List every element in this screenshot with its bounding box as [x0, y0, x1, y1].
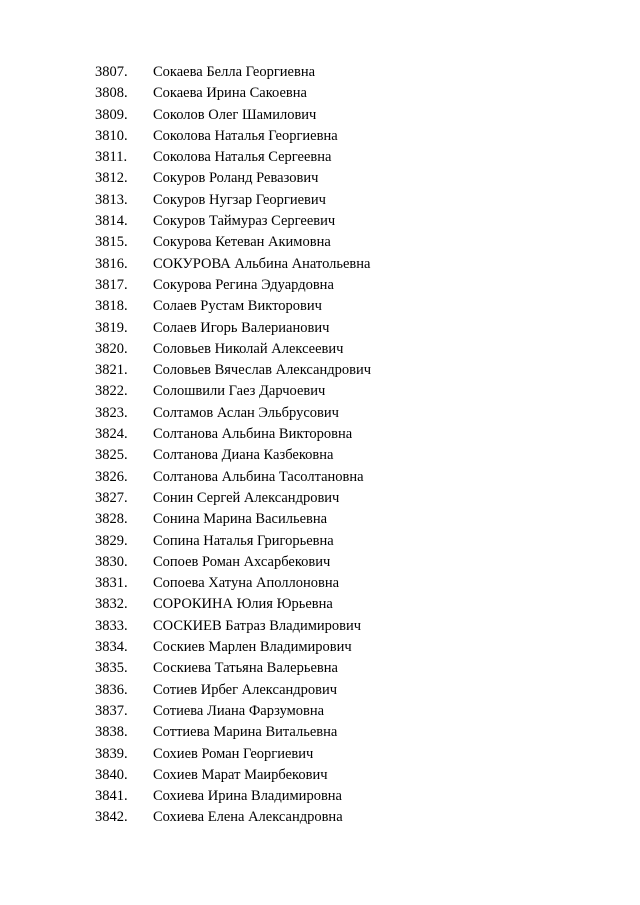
entry-number: 3818.	[95, 298, 128, 315]
list-item	[95, 232, 371, 253]
list-item	[95, 381, 371, 402]
entry-name: Сохиева Ирина Владимировна	[153, 788, 342, 805]
list-item	[95, 62, 371, 83]
entry-number: 3819.	[95, 319, 128, 336]
list-item	[95, 701, 371, 722]
list-item	[95, 658, 371, 679]
list-item	[95, 126, 371, 147]
entry-number: 3813.	[95, 191, 128, 208]
list-item	[95, 168, 371, 189]
entry-name: Сохиева Елена Александровна	[153, 809, 343, 826]
entry-number: 3832.	[95, 596, 128, 613]
list-item	[95, 105, 371, 126]
entry-name: Сокуров Таймураз Сергеевич	[153, 213, 336, 230]
list-item	[95, 807, 371, 828]
list-item	[95, 445, 371, 466]
entry-number: 3808.	[95, 85, 128, 102]
entry-name: Соттиева Марина Витальевна	[153, 724, 338, 741]
entry-name: Соскиев Марлен Владимирович	[153, 639, 352, 656]
entry-name: Сокурова Регина Эдуардовна	[153, 276, 334, 293]
entry-name: Сокурова Кетеван Акимовна	[153, 234, 331, 251]
list-item	[95, 509, 371, 530]
entry-number: 3829.	[95, 532, 128, 549]
list-item	[95, 424, 371, 445]
list-item	[95, 254, 371, 275]
list-item	[95, 786, 371, 807]
entry-name: Сопина Наталья Григорьевна	[153, 532, 334, 549]
entry-number: 3824.	[95, 426, 128, 443]
entry-number: 3834.	[95, 639, 128, 656]
entry-name: Соколов Олег Шамилович	[153, 106, 317, 123]
list-item	[95, 616, 371, 637]
list-item	[95, 488, 371, 509]
list-item	[95, 594, 371, 615]
entry-number: 3835.	[95, 660, 128, 677]
list-item	[95, 637, 371, 658]
entry-number: 3809.	[95, 106, 128, 123]
list-item	[95, 339, 371, 360]
entry-number: 3839.	[95, 745, 128, 762]
list-item	[95, 211, 371, 232]
numbered-name-list	[95, 62, 371, 829]
list-item	[95, 467, 371, 488]
entry-number: 3830.	[95, 553, 128, 570]
entry-name: СОСКИЕВ Батраз Владимирович	[153, 617, 362, 634]
list-item	[95, 680, 371, 701]
entry-number: 3825.	[95, 447, 128, 464]
entry-number: 3837.	[95, 702, 128, 719]
entry-number: 3816.	[95, 255, 128, 272]
entry-name: Сотиев Ирбег Александрович	[153, 681, 338, 698]
entry-number: 3828.	[95, 511, 128, 528]
entry-name: Соскиева Татьяна Валерьевна	[153, 660, 338, 677]
list-item	[95, 765, 371, 786]
entry-name: Сокаева Белла Георгиевна	[153, 64, 316, 80]
entry-number: 3811.	[95, 149, 128, 166]
entry-name: Солошвили Гаез Дарчоевич	[153, 383, 326, 400]
list-item	[95, 531, 371, 552]
entry-name: Солаев Игорь Валерианович	[153, 319, 330, 336]
list-item	[95, 296, 371, 317]
entry-name: Соколова Наталья Сергеевна	[153, 149, 332, 166]
list-item	[95, 403, 371, 424]
list-item	[95, 722, 371, 743]
entry-number: 3814.	[95, 213, 128, 230]
list-item	[95, 360, 371, 381]
entry-number: 3810.	[95, 127, 128, 144]
entry-name: СОКУРОВА Альбина Анатольевна	[153, 255, 371, 272]
entry-number: 3812.	[95, 170, 128, 187]
entry-name: Сокуров Нугзар Георгиевич	[153, 191, 326, 208]
entry-number: 3841.	[95, 788, 128, 805]
entry-number: 3833.	[95, 617, 128, 634]
list-item	[95, 552, 371, 573]
entry-name: Солтанова Альбина Викторовна	[153, 426, 353, 443]
list-item	[95, 190, 371, 211]
entry-name: Сопоев Роман Ахсарбекович	[153, 553, 331, 570]
list-item	[95, 83, 371, 104]
entry-number: 3836.	[95, 681, 128, 698]
entry-name: Сотиева Лиана Фарзумовна	[153, 702, 325, 719]
entry-number: 3838.	[95, 724, 128, 741]
list-item	[95, 275, 371, 296]
entry-number: 3826.	[95, 468, 128, 485]
list-item	[95, 147, 371, 168]
entry-name: Солтанова Альбина Тасолтановна	[153, 468, 364, 485]
entry-name: Соколова Наталья Георгиевна	[153, 127, 338, 144]
entry-name: Солтанова Диана Казбековна	[153, 447, 334, 464]
entry-number: 3822.	[95, 383, 128, 400]
entry-number: 3831.	[95, 575, 128, 592]
entry-name: Соловьев Вячеслав Александрович	[153, 362, 372, 379]
entry-name: Солтамов Аслан Эльбрусович	[153, 404, 339, 421]
entry-name: Сокуров Роланд Ревазович	[153, 170, 319, 187]
entry-number: 3815.	[95, 234, 128, 251]
entry-name: Соловьев Николай Алексеевич	[153, 340, 344, 357]
entry-name: Сонин Сергей Александрович	[153, 489, 340, 506]
entry-name: Сокаева Ирина Сакоевна	[153, 85, 307, 102]
list-item	[95, 573, 371, 594]
entry-number: 3840.	[95, 766, 128, 783]
entry-number: 3827.	[95, 489, 128, 506]
entry-number: 3821.	[95, 362, 128, 379]
entry-name: Сохиев Марат Маирбекович	[153, 766, 328, 783]
entry-name: СОРОКИНА Юлия Юрьевна	[153, 596, 333, 613]
entry-number: 3842.	[95, 809, 128, 826]
entry-name: Сонина Марина Васильевна	[153, 511, 328, 528]
entry-name: Сопоева Хатуна Аполлоновна	[153, 575, 340, 592]
entry-number: 3807.	[95, 64, 128, 80]
entry-number: 3820.	[95, 340, 128, 357]
entry-number: 3817.	[95, 276, 128, 293]
entry-name: Солаев Рустам Викторович	[153, 298, 322, 315]
list-item	[95, 318, 371, 339]
list-item	[95, 744, 371, 765]
entry-name: Сохиев Роман Георгиевич	[153, 745, 314, 762]
entry-number: 3823.	[95, 404, 128, 421]
